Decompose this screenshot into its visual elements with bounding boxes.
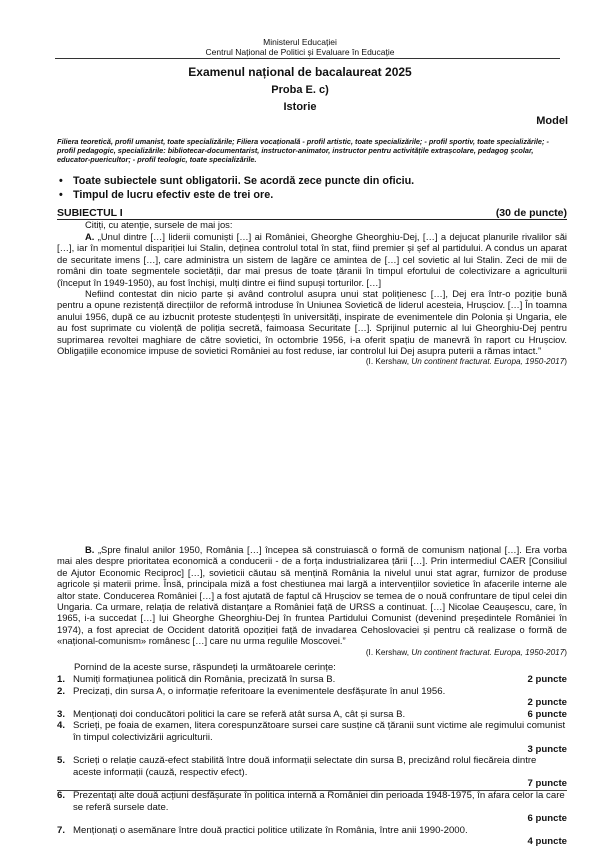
requirements-intro: Pornind de la aceste surse, răspundeți la următoarele cerințe: [74, 662, 336, 673]
requirement-item [57, 720, 567, 755]
requirement-points: 2 puncte [527, 674, 567, 685]
requirement-number: 4. [57, 720, 66, 732]
requirement-number: 7. [57, 824, 66, 836]
requirement-item [57, 686, 567, 709]
exam-rules [57, 174, 567, 202]
source-a-citation: (I. Kershaw, Un continent fracturat. Europa, 1950-2017) [365, 357, 567, 367]
source-a-paragraph-2: Nefiind contestat din nicio parte și având controlul asupra unui stat polițienesc […], Dej era într-o poziție bună pentru a opune rezistență direcțiilor de reformă introduse în Uniunea Sovietică de liderul acesteia, Hrușciov. […] În toamna anului 1956, după ce au izbucnit proteste studențești în universități, inspirate de evenimentele din Polonia și Ungaria, ele au fost suprimate cu violență de poliția secretă, faimoasa Securitate […]. Sprijinul puternic al lui Gheorghiu-Dej pentru suprimarea revoltei maghiare de către sovietici, în octombrie 1956, i-a oferit spațiu de manevră în raport cu Hrușciov. Obligațiile economice impuse de sovietici României au fost reduse, iar controlul lui Dej asupra puterii a rămas intact.” [57, 288, 567, 357]
source-b [57, 544, 567, 658]
requirement-number: 2. [57, 685, 66, 697]
rule-item: • Toate subiectele sunt obligatorii. Se acordă zece puncte din oficiu. [57, 174, 567, 188]
requirement-item [57, 755, 567, 790]
requirement-number: 5. [57, 755, 66, 767]
requirement-points: 6 puncte [527, 708, 567, 720]
requirement-item [57, 790, 567, 825]
source-b-label: B. [85, 544, 95, 555]
source-a-label: A. [85, 231, 95, 242]
subject-points: (30 de puncte) [495, 207, 567, 219]
source-a [57, 231, 567, 368]
requirement-text: Scrieți o relație cauză-efect stabilită între două informații selectate din sursa B, precizând rolul fiecăreia dintre aceste informații (cauză, respectiv efect). [73, 755, 537, 778]
exam-subject: Istorie [283, 101, 317, 113]
requirement-text: Menționați doi conducători politici la care se referă atât sursa A, cât și sursa B. [73, 708, 406, 720]
requirement-text: Menționați o asemănare între două practici politice utilizate în România, între anii 1990-2000. [73, 824, 468, 836]
requirement-number: 6. [57, 789, 66, 801]
footer-divider [57, 790, 567, 791]
requirement-points: 4 puncte [527, 836, 567, 848]
requirement-points: 6 puncte [527, 813, 567, 825]
requirement-number: 3. [57, 708, 66, 720]
requirement-text: Scrieți, pe foaia de examen, litera corespunzătoare sursei care susține că țăranii sunt victime ale regimului comunist în timpul colectivizării agriculturii. [73, 720, 566, 743]
exam-title: Examenul național de bacalaureat 2025 [188, 65, 412, 79]
requirement-points: 3 puncte [527, 743, 567, 755]
requirement-points: 7 puncte [527, 778, 567, 790]
sources-intro: Citiți, cu atenție, sursele de mai jos: [85, 219, 233, 230]
requirement-item [57, 709, 567, 721]
rule-item: • Timpul de lucru efectiv este de trei ore. [57, 188, 567, 202]
requirement-item [57, 674, 567, 686]
source-a-paragraph-1: „Unul dintre […] liderii comuniști […] ai României, Gheorghe Gheorghiu-Dej, […] a dejucat planurile rivalilor săi […], iar în momentul dispariției lui Stalin, deținea controlul total în stat, fiind premier și șef al partidului. A condus un aparat de securitate imens […], care administra un sistem de lagăre ce amintea de […] cel sovietic al lui Stalin. Zeci de mii de români din toate segmentele societății, dar mai presus de toate țăranii în timpul efortului de colectivizare a agriculturii (început în 1949-1950), au fost închiși, mulți dintre ei fiind supuși torturilor. […] [57, 231, 567, 288]
requirement-text: Prezentați alte două acțiuni desfășurate în politica internă a României din perioada 1948-1975, în afara celor la care se referă sursele date. [73, 789, 565, 813]
header-divider [55, 58, 560, 59]
source-b-citation: (I. Kershaw, Un continent fracturat. Europa, 1950-2017) [365, 647, 567, 657]
requirements-list [57, 674, 567, 848]
center-name: Centrul Național de Politici și Evaluare în Educație [205, 47, 395, 57]
model-label: Model [536, 115, 568, 127]
filiera-text: Filiera teoretică, profil umanist, toate specializările; Filiera vocațională - profil artistic, toate specializările; - profil sportiv, toate specializările; - profil pedagogic, specializările: bibliotecar-documentarist, instructor-animator, instructor pentru activitățile extrașcolare, pedagog școlar, educator-puericultor; - profil teologic, toate specializările. [57, 137, 549, 165]
requirement-points: 2 puncte [527, 697, 567, 709]
subject-label: SUBIECTUL I [57, 207, 123, 219]
requirement-number: 1. [57, 674, 66, 685]
ministry-name: Ministerul Educației [263, 37, 337, 47]
requirement-text: Precizați, din sursa A, o informație referitoare la evenimentele desfășurate în anul 1956. [73, 685, 446, 697]
requirement-text: Numiți formațiunea politică din România, precizată în sursa B. [73, 674, 336, 685]
exam-proba: Proba E. c) [271, 84, 329, 96]
source-b-paragraph-1: „Spre finalul anilor 1950, România […] începea să construiască o formă de comunism național […]. Era vorba mai ales despre prioritatea economică a conducerii - de a forța industrializarea țării […]. Prin intermediul CAER [Consiliul de Ajutor Economic Reciproc] […], sovieticii căutau să mențină România la nivelul unui stat agrar, furnizor de produse agricole și materii prime. Însă, principala miză a fost chestiunea mai largă a intervențiilor sovietice în afacerile interne ale altor state. Conducerea României […] a fost ajutată de faptul că Hrușciov se temea de o nouă confruntare de tipul celei din Ungaria. Ca urmare, relația de relativă distanțare a României față de URSS a continuat. […] Nicolae Ceaușescu, care, în 1965, i-a succedat […] lui Gheorghe Gheorghiu-Dej în fruntea Partidului Comunist (devenind președintele României în 1974), a fost apreciat de Occident datorită opoziției față de invadarea Cehoslovaciei și pentru că realizase o formă de «național-comunism» românesc […] care nu urma regulile Moscovei.” [57, 544, 568, 647]
requirement-item [57, 825, 567, 848]
